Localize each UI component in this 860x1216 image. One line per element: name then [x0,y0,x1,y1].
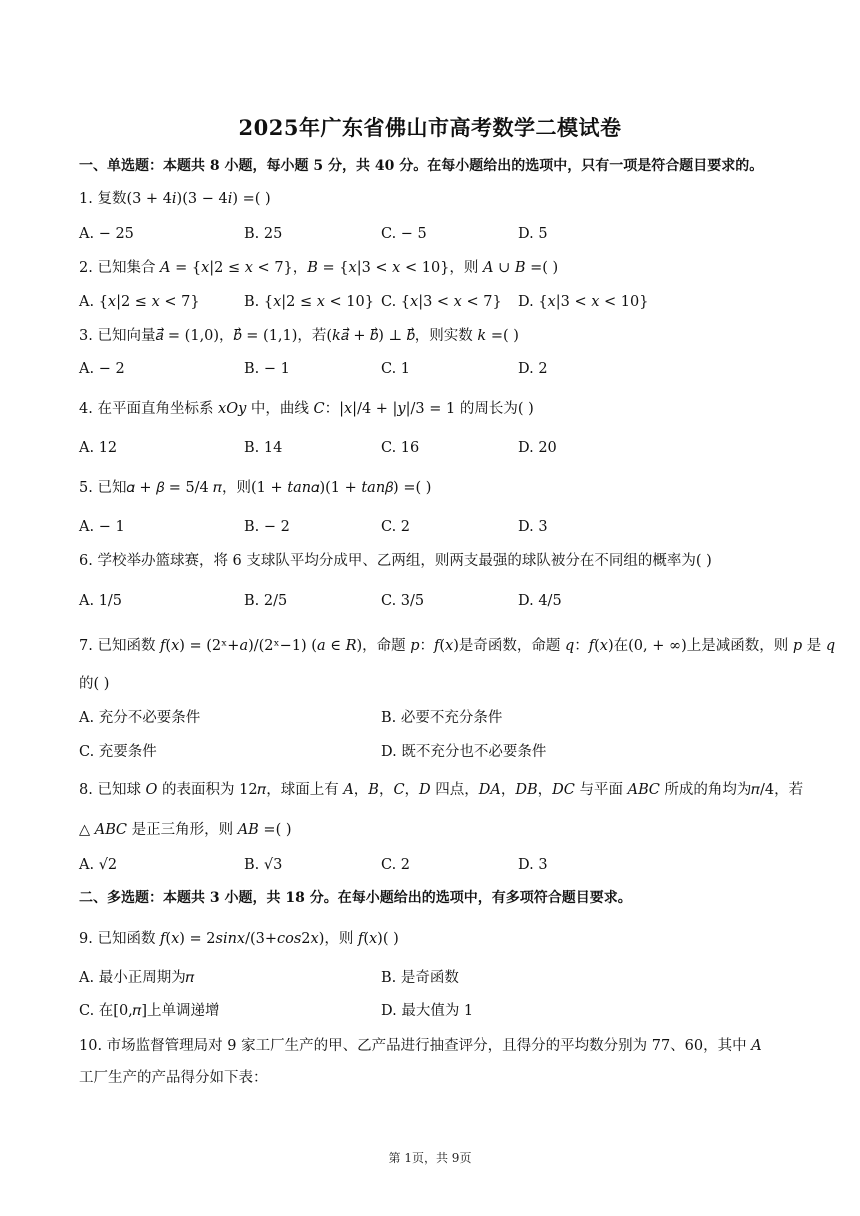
option-a: A. 12 [79,440,118,456]
section-multiple-choice-heading: 二、多选题：本题共 3 小题，共 18 分。在每小题给出的选项中，有多项符合题目要求。 [79,890,632,906]
option-c: C. − 5 [381,226,427,242]
option-b: B. 必要不充分条件 [381,710,503,726]
question-10-stem: 10. 市场监督管理局对 9 家工厂生产的甲、乙产品进行抽查评分，且得分的平均数分别为 77、60，其中 𝐴 [79,1038,762,1054]
option-a: A. − 25 [79,226,134,242]
question-8-stem: 8. 已知球 𝑂 的表面积为 12𝜋，球面上有 𝐴，𝐵，𝐶，𝐷 四点，𝐷𝐴，𝐷𝐵，𝐷𝐶 与平面 𝐴𝐵𝐶 所成的角均为𝜋/4，若 [79,782,804,798]
option-a: A. − 1 [79,519,125,535]
option-b: B. 2/5 [244,593,288,609]
option-d: D. {𝑥|3 < 𝑥 < 10} [518,294,649,310]
option-b: B. 14 [244,440,283,456]
option-d: D. 3 [518,857,548,873]
question-7-stem-continued: 的( ) [79,676,110,692]
option-c: C. 2 [381,857,411,873]
option-b: B. 是奇函数 [381,970,459,986]
option-c: C. 在[0,𝜋]上单调递增 [79,1003,220,1019]
option-d: D. 4/5 [518,593,562,609]
option-c: C. 16 [381,440,420,456]
option-a: A. √2 [79,857,118,873]
option-d: D. 3 [518,519,548,535]
question-7-stem: 7. 已知函数 𝑓(𝑥) = (2ˣ+𝑎)/(2ˣ−1) (𝑎 ∈ 𝑅)，命题 𝑝：𝑓(𝑥)是奇函数，命题 𝑞：𝑓(𝑥)在(0, + ∞)上是减函数，则 𝑝 是 𝑞 [79,638,836,654]
question-10-stem-continued: 工厂生产的产品得分如下表： [79,1070,268,1086]
option-a: A. 最小正周期为𝜋 [79,970,195,986]
option-c: C. {𝑥|3 < 𝑥 < 7} [381,294,502,310]
question-9-stem: 9. 已知函数 𝑓(𝑥) = 2𝑠𝑖𝑛𝑥/(3+𝑐𝑜𝑠2𝑥)，则 𝑓(𝑥)( ) [79,931,399,947]
option-c: C. 3/5 [381,593,425,609]
option-c: C. 2 [381,519,411,535]
option-c: C. 充要条件 [79,744,157,760]
option-a: A. − 2 [79,361,125,377]
option-b: B. − 1 [244,361,290,377]
option-a: A. 1/5 [79,593,123,609]
option-d: D. 20 [518,440,557,456]
option-b: B. − 2 [244,519,290,535]
question-2-stem: 2. 已知集合 𝐴 = {𝑥|2 ≤ 𝑥 < 7}，𝐵 = {𝑥|3 < 𝑥 < 10}，则 𝐴 ∪ 𝐵 =( ) [79,260,559,276]
page-footer: 第 1页，共 9页 [388,1151,472,1165]
question-6-stem: 6. 学校举办篮球赛，将 6 支球队平均分成甲、乙两组，则两支最强的球队被分在不同组的概率为( ) [79,553,712,569]
option-d: D. 既不充分也不必要条件 [381,744,547,760]
option-b: B. {𝑥|2 ≤ 𝑥 < 10} [244,294,374,310]
question-3-stem: 3. 已知向量𝑎⃗ = (1,0)，𝑏⃗ = (1,1)，若(𝑘𝑎⃗ + 𝑏⃗) ⊥ 𝑏⃗，则实数 𝑘 =( ) [79,328,519,344]
question-1-stem: 1. 复数(3 + 4𝑖)(3 − 4𝑖) =( ) [79,191,271,207]
section-single-choice-heading: 一、单选题：本题共 8 小题，每小题 5 分，共 40 分。在每小题给出的选项中，只有一项是符合题目要求的。 [79,158,764,174]
option-b: B. √3 [244,857,283,873]
option-a: A. 充分不必要条件 [79,710,201,726]
option-b: B. 25 [244,226,283,242]
option-c: C. 1 [381,361,411,377]
question-5-stem: 5. 已知𝛼 + 𝛽 = 5/4 𝜋，则(1 + 𝑡𝑎𝑛𝛼)(1 + 𝑡𝑎𝑛𝛽) =( ) [79,480,432,496]
option-d: D. 5 [518,226,548,242]
option-a: A. {𝑥|2 ≤ 𝑥 < 7} [79,294,200,310]
question-8-stem-continued: △ 𝐴𝐵𝐶 是正三角形，则 𝐴𝐵 =( ) [79,822,292,838]
question-4-stem: 4. 在平面直角坐标系 𝑥𝑂𝑦 中，曲线 𝐶：|𝑥|/4 + |𝑦|/3 = 1 的周长为( ) [79,401,534,417]
page-title: 2025年广东省佛山市高考数学二模试卷 [238,115,622,140]
option-d: D. 2 [518,361,548,377]
option-d: D. 最大值为 1 [381,1003,474,1019]
